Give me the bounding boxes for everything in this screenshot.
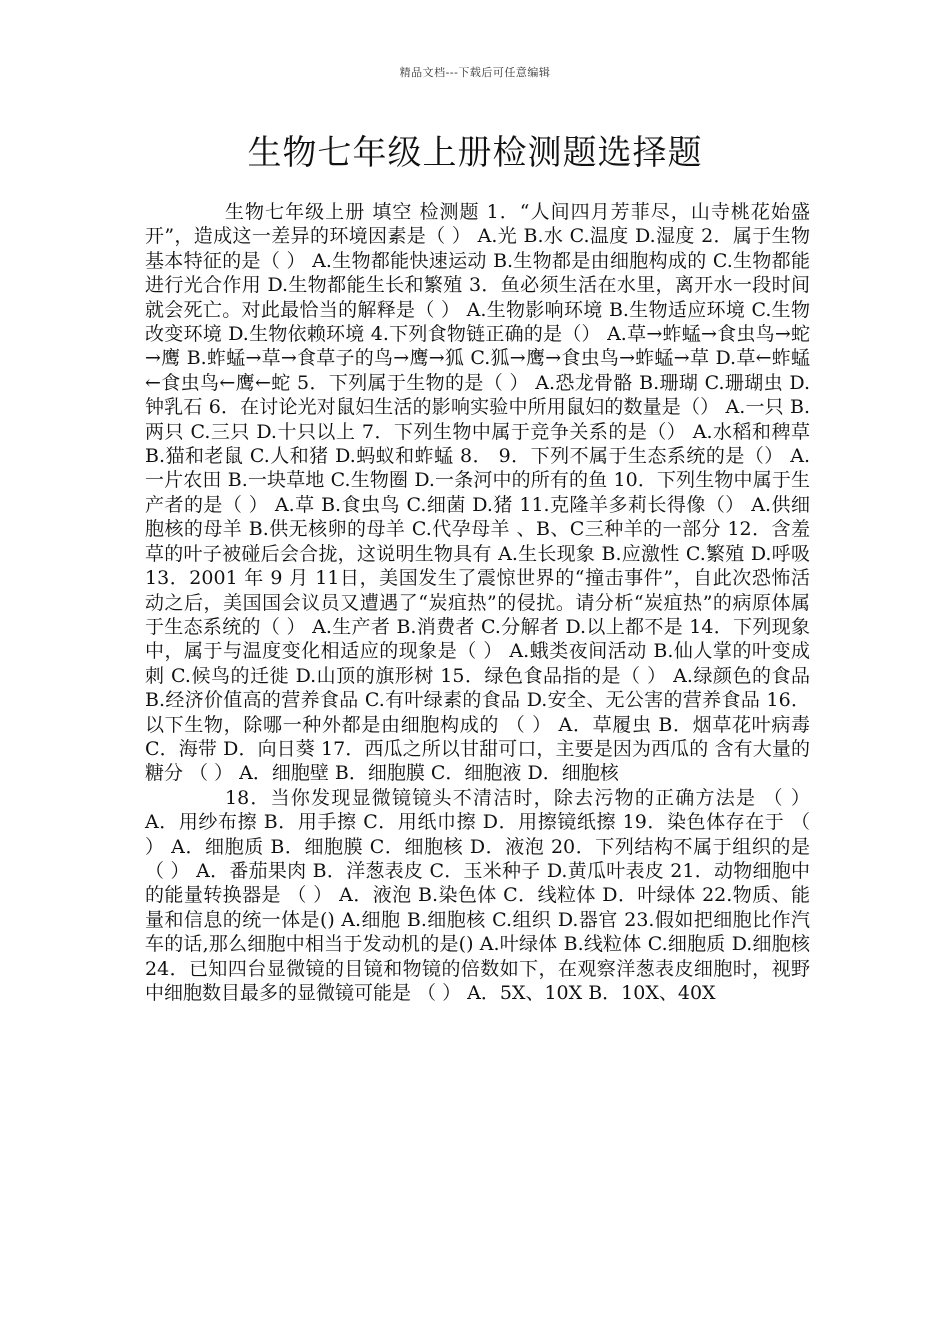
page-header: 精品文档---下载后可任意编辑 — [399, 66, 551, 79]
document-body — [145, 200, 810, 1005]
question-paragraph: 生物七年级上册 填空 检测题 1．“人间四月芳菲尽，山寺桃花始盛开”，造成这一差异的环境因素是（ ） A.光 B.水 C.温度 D.湿度 2．属于生物基本特征的是（ ） A.生物都能快速运动 B.生物都是由细胞构成的 C.生物都能进行光合作用 D.生物都能生长和繁殖 3．鱼必须生活在水里，离开水一段时间就会死亡。对此最恰当的解释是（ ） A.生物影响环境 B.生物适应环境 C.生物改变环境 D.生物依赖环境 4.下列食物链正确的是（） A.草→蚱蜢→食虫鸟→蛇→鹰 B.蚱蜢→草→食草子的鸟→鹰→狐 C.狐→鹰→食虫鸟→蚱蜢→草 D.草←蚱蜢←食虫鸟←鹰←蛇 5．下列属于生物的是（ ） A.恐龙骨骼 B.珊瑚 C.珊瑚虫 D.钟乳石 6．在讨论光对鼠妇生活的影响实验中所用鼠妇的数量是（） A.一只 B.两只 C.三只 D.十只以上 7．下列生物中属于竞争关系的是（） A.水稻和稗草 B.猫和老鼠 C.人和猪 D.蚂蚁和蚱蜢 8． 9．下列不属于生态系统的是（） A.一片农田 B.一块草地 C.生物圈 D.一条河中的所有的鱼 10．下列生物中属于生产者的是（ ） A.草 B.食虫鸟 C.细菌 D.猪 11.克隆羊多莉长得像（） A.供细胞核的母羊 B.供无核卵的母羊 C.代孕母羊 、B、C三种羊的一部分 12．含羞草的叶子被碰后会合拢，这说明生物具有 A.生长现象 B.应激性 C.繁殖 D.呼吸 13．2001 年 9 月 11日，美国发生了震惊世界的“撞击事件”，自此次恐怖活动之后，美国国会议员又遭遇了“炭疽热”的侵扰。请分析“炭疽热”的病原体属于生态系统的（ ） A.生产者 B.消费者 C.分解者 D.以上都不是 14．下列现象中，属于与温度变化相适应的现象是（ ） A.蛾类夜间活动 B.仙人掌的叶变成刺 C.候鸟的迁徙 D.山顶的旗形树 15．绿色食品指的是（ ） A.绿颜色的食品 B.经济价值高的营养食品 C.有叶绿素的食品 D.安全、无公害的营养食品 16．以下生物，除哪一种外都是由细胞构成的 （ ） A．草履虫 B．烟草花叶病毒 C．海带 D．向日葵 17．西瓜之所以甘甜可口，主要是因为西瓜的 含有大量的糖分 （ ） A．细胞壁 B．细胞膜 C．细胞液 D．细胞核 — [145, 201, 810, 785]
document-title: 生物七年级上册检测题选择题 — [247, 133, 703, 173]
question-paragraph: 18．当你发现显微镜镜头不清洁时，除去污物的正确方法是 （ ） A．用纱布擦 B．用手擦 C．用纸巾擦 D．用擦镜纸擦 19．染色体存在于 （ ） A．细胞质 B．细胞膜 C．细胞核 D．液泡 20．下列结构不属于组织的是 （ ） A．番茄果肉 B．洋葱表皮 C．玉米种子 D.黄瓜叶表皮 21．动物细胞中的能量转换器是 （ ） A．液泡 B.染色体 C．线粒体 D．叶绿体 22.物质、能量和信息的统一体是() A.细胞 B.细胞核 C.组织 D.器官 23.假如把细胞比作汽车的话,那么细胞中相当于发动机的是() A.叶绿体 B.线粒体 C.细胞质 D.细胞核 24．已知四台显微镜的目镜和物镜的倍数如下，在观察洋葱表皮细胞时，视野中细胞数目最多的显微镜可能是 （ ） A．5X、10X B．10X、40X — [145, 786, 810, 1004]
